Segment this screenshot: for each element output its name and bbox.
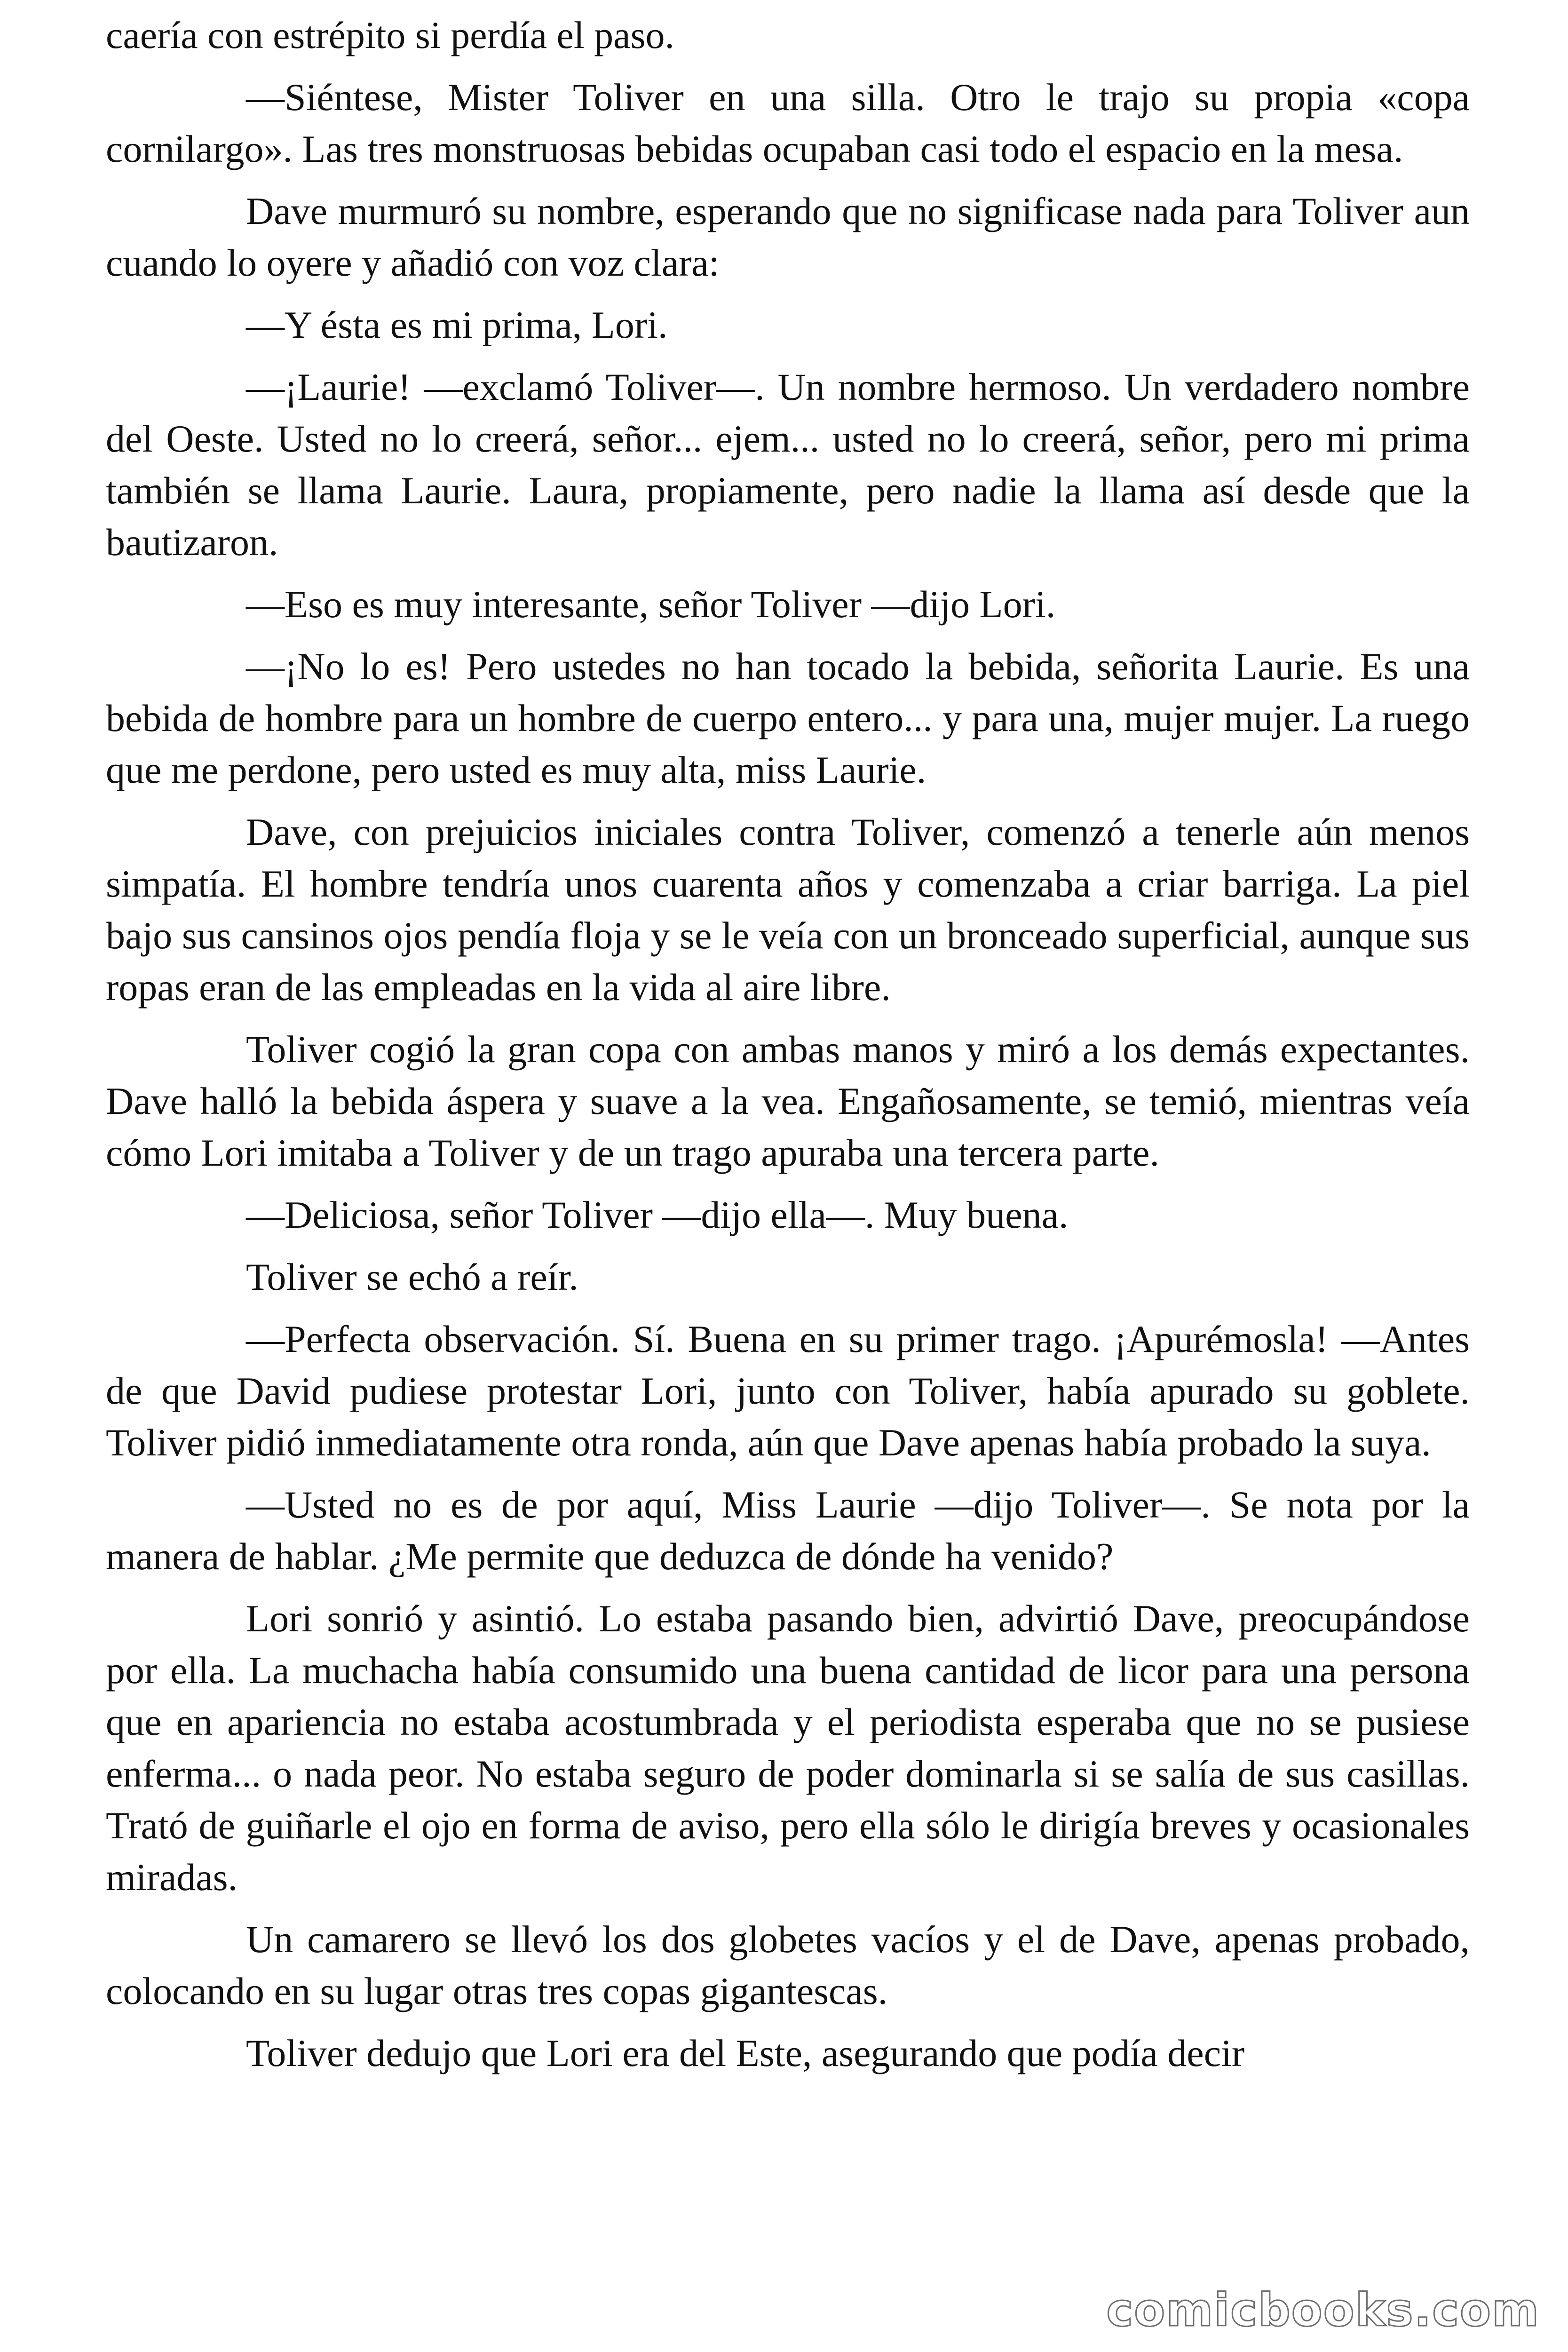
watermark-text: comicbooks.com: [1106, 2284, 1540, 2336]
paragraph-16: Toliver dedujo que Lori era del Este, asegurando que podía decir: [246, 2032, 1245, 2074]
paragraph-15: Un camarero se llevó los dos globetes vacíos y el de Dave, apenas probado, colocando en su lugar otras tres copas gigantescas.: [106, 1918, 1470, 2012]
paragraph-1: caería con estrépito si perdía el paso.: [106, 14, 674, 56]
paragraph-2: —Siéntese, Mister Toliver en una silla. Otro le trajo su propia «copa cornilargo». Las tres monstruosas bebidas ocupaban casi todo el espacio en la mesa.: [106, 76, 1470, 170]
paragraph-3: Dave murmuró su nombre, esperando que no significase nada para Toliver aun cuando lo oyere y añadió con voz clara:: [106, 190, 1470, 284]
paragraph-10: —Deliciosa, señor Toliver —dijo ella—. Muy buena.: [246, 1193, 1069, 1236]
paragraph-6: —Eso es muy interesante, señor Toliver —dijo Lori.: [246, 583, 1056, 626]
paragraph-4: —Y ésta es mi prima, Lori.: [246, 303, 668, 346]
paragraph-5: —¡Laurie! —exclamó Toliver—. Un nombre hermoso. Un verdadero nombre del Oeste. Usted no lo creerá, señor... ejem... usted no lo creerá, señor, pero mi prima también se llama Laurie. Laura, propiamente, pero nadie la llama así desde que la bautizaron.: [106, 366, 1470, 564]
paragraph-8: Dave, con prejuicios iniciales contra Toliver, comenzó a tenerle aún menos simpatía. El hombre tendría unos cuarenta años y comenzaba a criar barriga. La piel bajo sus cansinos ojos pendía floja y se le veía con un bronceado superficial, aunque sus ropas eran de las empleadas en la vida al aire libre.: [106, 810, 1470, 1009]
paragraph-14: Lori sonrió y asintió. Lo estaba pasando bien, advirtió Dave, preocupándose por ella. La muchacha había consumido una buena cantidad de licor para una persona que en apariencia no estaba acostumbrada y el periodista esperaba que no se pusiese enferma... o nada peor. No estaba seguro de poder dominarla si se salía de sus casillas. Trató de guiñarle el ojo en forma de aviso, pero ella sólo le dirigía breves y ocasionales miradas.: [106, 1597, 1470, 1899]
paragraph-9: Toliver cogió la gran copa con ambas manos y miró a los demás expectantes. Dave halló la bebida áspera y suave a la vea. Engañosamente, se temió, mientras veía cómo Lori imitaba a Toliver y de un trago apuraba una tercera parte.: [106, 1028, 1470, 1174]
paragraph-11: Toliver se echó a reír.: [246, 1255, 578, 1298]
page-body: [106, 9, 1470, 2090]
paragraph-12: —Perfecta observación. Sí. Buena en su primer trago. ¡Apurémosla! —Antes de que David pudiese protestar Lori, junto con Toliver, había apurado su goblete. Toliver pidió inmediatamente otra ronda, aún que Dave apenas había probado la suya.: [106, 1318, 1470, 1464]
paragraph-13: —Usted no es de por aquí, Miss Laurie —dijo Toliver—. Se nota por la manera de hablar. ¿Me permite que deduzca de dónde ha venido?: [106, 1483, 1470, 1578]
paragraph-7: —¡No lo es! Pero ustedes no han tocado la bebida, señorita Laurie. Es una bebida de hombre para un hombre de cuerpo entero... y para una, mujer mujer. La ruego que me perdone, pero usted es muy alta, miss Laurie.: [106, 645, 1470, 791]
